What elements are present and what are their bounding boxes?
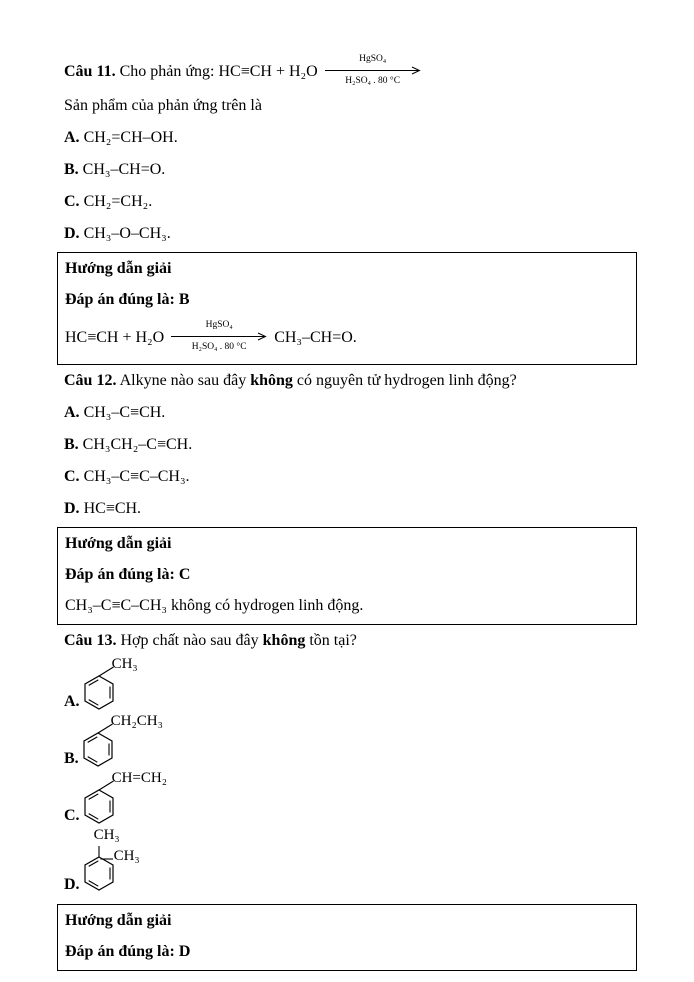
option-letter: D. xyxy=(64,225,80,242)
option-row xyxy=(64,770,637,826)
option-formula: CH₃–C≡C–CH₃. xyxy=(83,468,190,485)
benzene-structure xyxy=(82,770,222,826)
option-letter: A. xyxy=(64,693,80,710)
substituent-label: CH₃ xyxy=(93,827,120,843)
solution-answer: Đáp án đúng là: D xyxy=(65,943,191,960)
solution-reactants: HC≡CH + H₂O xyxy=(65,329,165,347)
arrow-top-label: HgSO₄ xyxy=(359,54,387,64)
arrow-bottom-label: H₂SO₄ . 80 °C xyxy=(191,342,247,352)
option-letter: D. xyxy=(64,500,80,517)
arrow-line-icon xyxy=(171,332,267,341)
question-13-emphasis: không xyxy=(262,632,306,649)
option-formula: CH₃CH₂–C≡CH. xyxy=(82,436,193,453)
solution-heading: Hướng dẫn giải xyxy=(65,260,172,277)
option-formula: CH₃–CH=O. xyxy=(82,161,166,178)
option-formula: CH₃–O–CH₃. xyxy=(83,225,171,242)
question-13-header xyxy=(64,632,637,650)
option-row xyxy=(64,827,637,895)
question-13-text: Hợp chất nào sau đây xyxy=(120,632,259,649)
option-row xyxy=(64,468,637,486)
arrow-line-icon xyxy=(325,66,421,75)
question-12-label: Câu 12. xyxy=(64,372,117,389)
solution-answer: Đáp án đúng là: C xyxy=(65,566,191,583)
option-letter: B. xyxy=(64,436,79,453)
solution-box-q13 xyxy=(57,904,637,971)
reaction-arrow xyxy=(325,54,421,87)
reaction-arrow xyxy=(171,320,267,353)
option-letter: B. xyxy=(64,161,79,178)
option-formula: CH₃–C≡CH. xyxy=(83,404,166,421)
option-letter: B. xyxy=(64,750,79,767)
option-letter: C. xyxy=(64,807,80,824)
option-formula: CH₂=CH₂. xyxy=(83,193,153,210)
option-row xyxy=(64,193,637,211)
solution-box-q11 xyxy=(57,252,637,365)
option-row xyxy=(64,656,637,712)
option-row xyxy=(64,436,637,454)
option-letter: A. xyxy=(64,129,80,146)
arrow-bottom-label: H₂SO₄ . 80 °C xyxy=(345,76,401,86)
question-12-header xyxy=(64,372,637,390)
solution-product: CH₃–CH=O. xyxy=(274,329,357,347)
solution-note: CH₃–C≡C–CH₃ không có hydrogen linh động. xyxy=(65,597,364,614)
question-11-reactants: HC≡CH + H₂O xyxy=(218,63,318,81)
question-13-text: tồn tại? xyxy=(309,632,357,649)
substituent-label: CH₂CH₃ xyxy=(110,713,163,729)
option-formula: CH₂=CH–OH. xyxy=(83,129,178,146)
option-row xyxy=(64,225,637,243)
option-letter: C. xyxy=(64,193,80,210)
question-11-intro: Cho phản ứng: xyxy=(119,63,215,81)
option-letter: D. xyxy=(64,876,80,893)
solution-box-q12 xyxy=(57,527,637,625)
question-11-label: Câu 11. xyxy=(64,63,116,81)
substituent-label: CH₃ xyxy=(113,848,140,864)
option-formula: HC≡CH. xyxy=(83,500,142,517)
benzene-structure xyxy=(81,713,221,769)
benzene-structure xyxy=(82,827,222,895)
option-letter: C. xyxy=(64,468,80,485)
option-row xyxy=(64,404,637,422)
question-12-emphasis: không xyxy=(250,372,293,389)
question-13-label: Câu 13. xyxy=(64,632,117,649)
question-12-text: có nguyên tử hydrogen linh động? xyxy=(296,372,517,389)
arrow-top-label: HgSO₄ xyxy=(205,320,233,330)
substituent-label: CH₃ xyxy=(111,656,138,672)
option-row xyxy=(64,713,637,769)
question-11-subtitle: Sản phẩm của phản ứng trên là xyxy=(64,97,262,114)
solution-heading: Hướng dẫn giải xyxy=(65,535,172,552)
question-11-header xyxy=(64,56,637,89)
substituent-label: CH=CH₂ xyxy=(111,770,167,786)
option-row xyxy=(64,129,637,147)
solution-answer: Đáp án đúng là: B xyxy=(65,291,190,308)
benzene-structure xyxy=(82,656,222,712)
solution-heading: Hướng dẫn giải xyxy=(65,912,172,929)
question-12-text: Alkyne nào sau đây xyxy=(119,372,247,389)
option-row xyxy=(64,161,637,179)
option-row xyxy=(64,500,637,518)
option-letter: A. xyxy=(64,404,80,421)
solution-reaction xyxy=(65,322,626,355)
